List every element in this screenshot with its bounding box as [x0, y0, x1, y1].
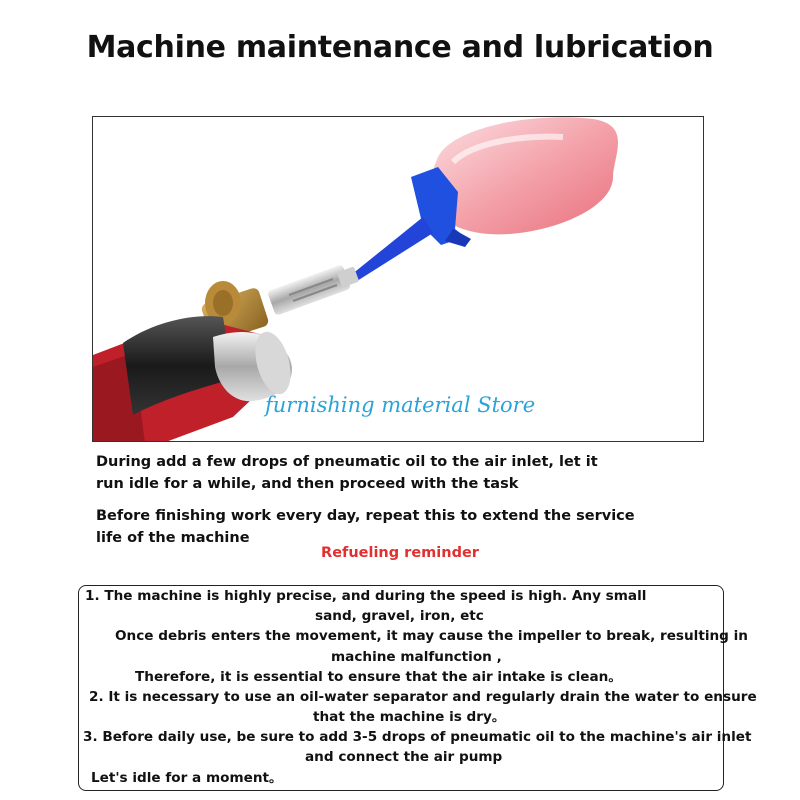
maintenance-notes-box [78, 585, 757, 791]
note-line: 3. Before daily use, be sure to add 3-5 drops of pneumatic oil to the machine's air inlet [83, 729, 752, 745]
instruction-block-before-use [96, 451, 598, 495]
tool-body [93, 316, 297, 442]
instruction-line: life of the machine [96, 530, 250, 546]
product-photo [92, 116, 704, 442]
instruction-line: During add a few drops of pneumatic oil to the air inlet, let it [96, 454, 598, 470]
note-line: sand, gravel, iron, etc [315, 608, 484, 624]
page-title: Machine maintenance and lubrication [86, 30, 714, 65]
note-line: 2. It is necessary to use an oil-water separator and regularly drain the water to ensure [89, 689, 757, 705]
refueling-reminder-heading: Refueling reminder [321, 545, 479, 561]
note-line: and connect the air pump [305, 749, 503, 765]
note-line: machine malfunction , [331, 649, 502, 665]
instruction-line: Before finishing work every day, repeat this to extend the service [96, 508, 635, 524]
note-line: 1. The machine is highly precise, and during the speed is high. Any small [85, 588, 647, 604]
air-coupler [267, 264, 359, 316]
watermark-text: furnishing material Store [265, 393, 536, 417]
note-line: Therefore, it is essential to ensure that the air intake is clean。 [135, 669, 622, 685]
note-line: Let's idle for a moment。 [91, 770, 283, 786]
note-line: that the machine is dry。 [313, 709, 506, 725]
instruction-line: run idle for a while, and then proceed with the task [96, 476, 519, 492]
instruction-block-after-work [96, 505, 635, 549]
note-line: Once debris enters the movement, it may cause the impeller to break, resulting in [115, 628, 748, 644]
oil-bottle [430, 117, 618, 234]
